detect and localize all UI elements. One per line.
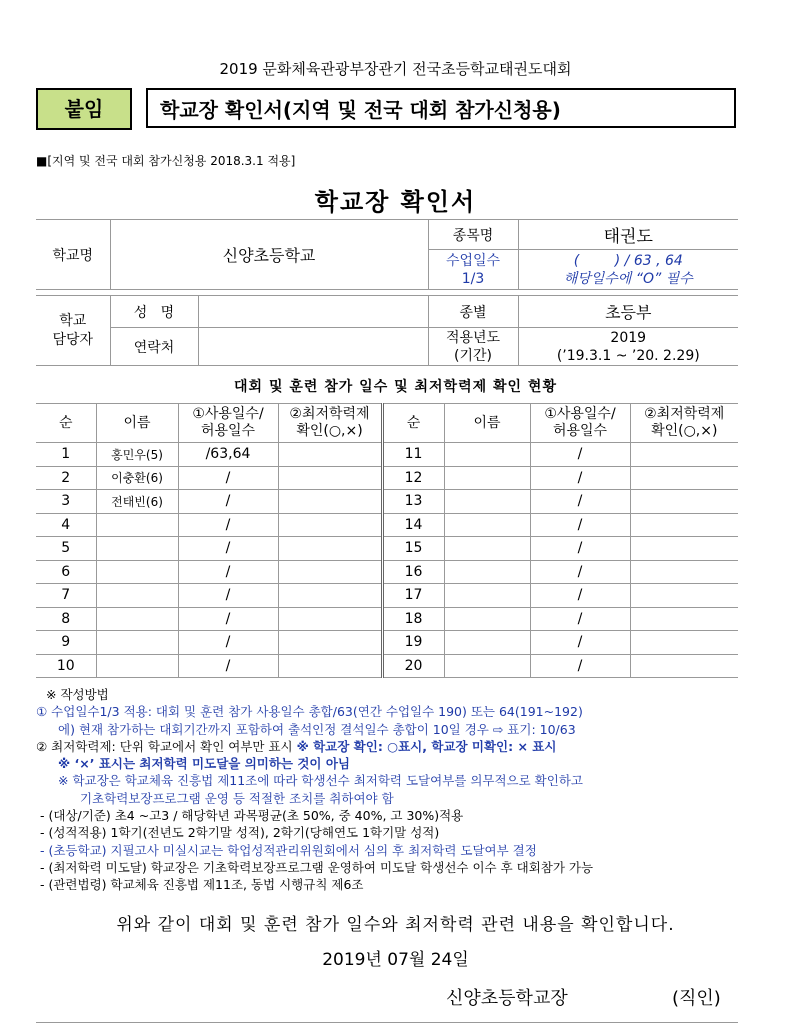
row-min [630, 607, 738, 631]
contact-label: 연락처 [110, 328, 198, 366]
note-3: ※ ‘×’ 표시는 최저학력 미도달을 의미하는 것이 아님 [58, 756, 351, 772]
row-days: / [530, 490, 630, 514]
name-value [198, 296, 428, 328]
class-days-value-line2: 해당일수에 “O” 필수 [563, 270, 693, 287]
year-label [428, 328, 518, 366]
class-days-label-line1: 수업일수 [445, 252, 501, 269]
col-no: 순 [36, 404, 96, 443]
row-min [630, 490, 738, 514]
note-1a: ① 수업일수1/3 적용: 대회 및 훈련 참가 사용일수 총합/63(연간 수업일수 190) 또는 64(191~192) [36, 704, 583, 720]
bullet-4: - (최저학력 미도달) 학교장은 기초학력보장프로그램 운영하여 미도달 학생선수 이수 후 대회참가 가능 [40, 859, 594, 875]
col-days-line2: 허용일수 [200, 423, 256, 439]
row-days: / [530, 584, 630, 608]
row-min [278, 607, 382, 631]
row-days: / [178, 466, 278, 490]
col-days-right-line1: ①사용일수/ [544, 406, 616, 422]
row-days: / [530, 513, 630, 537]
year-label-line1: 적용년도 [445, 329, 501, 346]
section-title: 대회 및 훈련 참가 일수 및 최저학력제 확인 현황 [234, 379, 557, 395]
class-days-label-line2: 1/3 [461, 270, 485, 287]
row-days: / [530, 560, 630, 584]
note-1b: 에) 현재 참가하는 대회기간까지 포함하여 출석인정 결석일수 총합이 10일 경우 ⇨ 표기: 10/63 [58, 721, 576, 737]
row-no: 1 [36, 443, 96, 467]
note-4b: 기초학력보장프로그램 운영 등 적절한 조치를 취하여야 함 [80, 790, 394, 806]
manager-label-line1: 학교 [59, 312, 87, 329]
bullet-2: - (성적적용) 1학기(전년도 2학기말 성적), 2학기(당해연도 1학기말 성적) [40, 825, 440, 841]
official-seal: (직인) [672, 988, 721, 1009]
row-days: / [530, 607, 630, 631]
info-table [36, 219, 738, 366]
application-note: ■[지역 및 전국 대회 참가신청용 2018.3.1 적용] [36, 154, 296, 168]
row-name [444, 490, 530, 514]
note-2 [36, 738, 766, 755]
row-no: 13 [382, 490, 444, 514]
row-name [444, 654, 530, 678]
division-value: 초등부 [518, 296, 738, 328]
row-no: 8 [36, 607, 96, 631]
row-min [278, 513, 382, 537]
row-no: 3 [36, 490, 96, 514]
row-days: / [178, 584, 278, 608]
bullet-5: - (관련법령) 학교체육 진흥법 제11조, 동법 시행규칙 제6조 [40, 877, 364, 893]
row-name [96, 631, 178, 655]
row-days: / [530, 631, 630, 655]
row-name: 전태빈(6) [96, 490, 178, 514]
row-name [444, 631, 530, 655]
row-no: 7 [36, 584, 96, 608]
table-row [36, 490, 738, 514]
table-row [36, 607, 738, 631]
division-label: 종별 [428, 296, 518, 328]
table-row [36, 654, 738, 678]
instructions [36, 686, 766, 894]
class-days-value-line1: ( ) / 63 , 64 [573, 252, 683, 269]
col-min-right-line1: ②최저학력제 [644, 406, 725, 422]
row-days: / [178, 631, 278, 655]
issue-date: 2019년 07월 24일 [322, 950, 469, 970]
col-min-line1: ②최저학력제 [289, 406, 370, 422]
row-min [278, 490, 382, 514]
row-name [96, 607, 178, 631]
note-2b: ※ 학교장 확인: ○표시, 학교장 미확인: × 표시 [296, 738, 557, 754]
row-days: / [530, 654, 630, 678]
row-days: / [530, 443, 630, 467]
row-days: /63,64 [178, 443, 278, 467]
participation-table [36, 403, 738, 678]
bullet-3: - (초등학교) 지필고사 미실시교는 학업성적관리위원회에서 심의 후 최저학력 도달여부 결정 [40, 842, 537, 858]
year-value [518, 328, 738, 366]
row-no: 19 [382, 631, 444, 655]
year-value-line1: 2019 [610, 329, 647, 346]
bullet-1: - (대상/기준) 초4 ~고3 / 해당학년 과목평균(초 50%, 중 40%, 고 30%)적용 [40, 808, 464, 824]
row-days: / [178, 654, 278, 678]
col-min-right-line2: 확인(○,×) [651, 423, 718, 439]
row-name: 이충환(6) [96, 466, 178, 490]
row-name [444, 560, 530, 584]
row-no: 17 [382, 584, 444, 608]
row-no: 6 [36, 560, 96, 584]
row-no: 20 [382, 654, 444, 678]
table-row [36, 443, 738, 467]
row-no: 11 [382, 443, 444, 467]
class-days-label [428, 250, 518, 290]
row-name: 홍민우(5) [96, 443, 178, 467]
row-min [278, 654, 382, 678]
row-days: / [530, 537, 630, 561]
row-no: 14 [382, 513, 444, 537]
school-label: 학교명 [36, 220, 110, 290]
row-no: 5 [36, 537, 96, 561]
note-2a: ② 최저학력제: 단위 학교에서 확인 여부만 표시 [36, 738, 293, 754]
table-row [36, 537, 738, 561]
row-days: / [178, 560, 278, 584]
row-days: / [178, 537, 278, 561]
row-min [630, 443, 738, 467]
col-days-right-line2: 허용일수 [552, 423, 608, 439]
page-title: 학교장 확인서 [314, 188, 477, 216]
col-name-right: 이름 [444, 404, 530, 443]
row-min [278, 443, 382, 467]
school-value: 신양초등학교 [110, 220, 428, 290]
row-no: 12 [382, 466, 444, 490]
row-name [444, 513, 530, 537]
row-no: 9 [36, 631, 96, 655]
confirmation-text: 위와 같이 대회 및 훈련 참가 일수와 최저학력 관련 내용을 확인합니다. [116, 915, 675, 935]
row-min [278, 631, 382, 655]
table-header-row [36, 404, 738, 443]
bottom-divider [36, 1022, 738, 1023]
class-days-value [518, 250, 738, 290]
col-min-right [630, 404, 738, 443]
note-4a: ※ 학교장은 학교체육 진흥법 제11조에 따라 학생선수 최저학력 도달여부를 의무적으로 확인하고 [58, 773, 583, 789]
row-min [278, 537, 382, 561]
row-min [278, 466, 382, 490]
row-name [96, 654, 178, 678]
row-no: 18 [382, 607, 444, 631]
row-name [96, 584, 178, 608]
row-min [630, 537, 738, 561]
row-no: 16 [382, 560, 444, 584]
col-days-line1: ①사용일수/ [192, 406, 264, 422]
row-name [444, 466, 530, 490]
table-row [36, 584, 738, 608]
row-min [278, 584, 382, 608]
sport-value: 태권도 [518, 220, 738, 250]
table-row [36, 560, 738, 584]
row-min [278, 560, 382, 584]
row-days: / [178, 513, 278, 537]
event-title: 2019 문화체육관광부장관기 전국초등학교태권도대회 [219, 60, 572, 78]
row-days: / [178, 490, 278, 514]
principal-name: 신양초등학교장 [446, 988, 568, 1009]
row-name [96, 537, 178, 561]
col-min-line2: 확인(○,×) [296, 423, 363, 439]
col-days [178, 404, 278, 443]
table-row [36, 513, 738, 537]
document-box-title: 학교장 확인서(지역 및 전국 대회 참가신청용) [146, 88, 736, 128]
contact-value [198, 328, 428, 366]
notes-heading: ※ 작성방법 [46, 687, 109, 702]
year-value-line2: (’19.3.1 ~ ’20. 2.29) [556, 347, 700, 364]
col-no-right: 순 [382, 404, 444, 443]
col-name: 이름 [96, 404, 178, 443]
row-no: 15 [382, 537, 444, 561]
row-no: 2 [36, 466, 96, 490]
row-name [96, 560, 178, 584]
table-row [36, 631, 738, 655]
col-min [278, 404, 382, 443]
row-name [444, 584, 530, 608]
row-days: / [178, 607, 278, 631]
row-min [630, 466, 738, 490]
manager-label [36, 296, 110, 366]
attachment-tag: 붙임 [36, 88, 132, 130]
name-label: 성 명 [110, 296, 198, 328]
row-days: / [530, 466, 630, 490]
row-name [444, 443, 530, 467]
year-label-line2: (기간) [454, 347, 492, 364]
row-name [444, 537, 530, 561]
row-no: 10 [36, 654, 96, 678]
row-min [630, 654, 738, 678]
row-name [444, 607, 530, 631]
manager-label-line2: 담당자 [52, 331, 94, 348]
col-days-right [530, 404, 630, 443]
row-min [630, 584, 738, 608]
row-no: 4 [36, 513, 96, 537]
table-row [36, 466, 738, 490]
row-min [630, 560, 738, 584]
sport-label: 종목명 [428, 220, 518, 250]
row-min [630, 631, 738, 655]
row-min [630, 513, 738, 537]
row-name [96, 513, 178, 537]
